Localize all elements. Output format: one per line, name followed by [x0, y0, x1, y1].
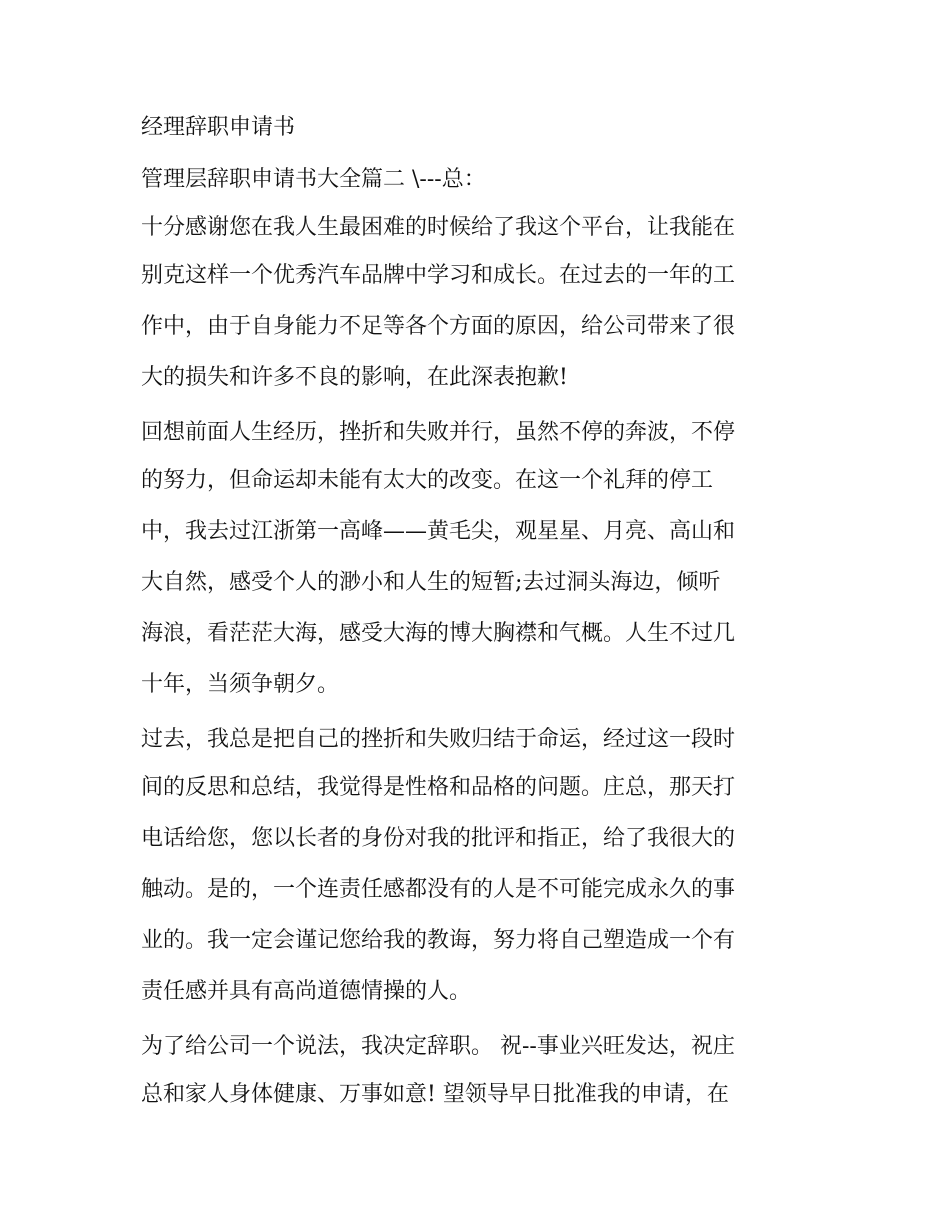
paragraph-line: 为了给公司一个说法，我决定辞职。 祝--事业兴旺发达，祝庄	[141, 1034, 735, 1059]
paragraph-line: 间的反思和总结，我觉得是性格和品格的问题。庄总，那天打	[141, 775, 736, 800]
paragraph-line: 的努力，但命运却未能有太大的改变。在这一个礼拜的停工	[141, 468, 714, 493]
document-body	[141, 110, 821, 1120]
paragraph-line: 责任感并具有高尚道德情操的人。	[141, 979, 472, 1004]
paragraph-line: 十分感谢您在我人生最困难的时候给了我这个平台，让我能在	[141, 215, 736, 240]
paragraph-line: 大自然，感受个人的渺小和人生的短暂;去过洞头海边，倾听	[141, 570, 721, 595]
paragraph	[141, 411, 821, 710]
paragraph-line: 中，我去过江浙第一高峰——黄毛尖，观星星、月亮、高山和	[141, 519, 736, 544]
paragraph-list	[141, 206, 821, 1120]
paragraph	[141, 1025, 821, 1120]
paragraph-line: 别克这样一个优秀汽车品牌中学习和成长。在过去的一年的工	[141, 263, 736, 288]
document-title: 经理辞职申请书	[141, 115, 296, 140]
paragraph-line: 海浪，看茫茫大海，感受大海的博大胸襟和气概。人生不过几	[141, 621, 736, 646]
paragraph-line: 业的。我一定会谨记您给我的教诲，努力将自己塑造成一个有	[141, 928, 736, 953]
paragraph-line: 触动。是的，一个连责任感都没有的人是不可能完成永久的事	[141, 877, 736, 902]
paragraph	[141, 206, 821, 403]
paragraph-line: 回想前面人生经历，挫折和失败并行，虽然不停的奔波，不停	[141, 420, 736, 445]
paragraph-line: 作中，由于自身能力不足等各个方面的原因，给公司带来了很	[141, 314, 736, 339]
paragraph-line: 过去，我总是把自己的挫折和失败归结于命运，经过这一段时	[141, 727, 736, 752]
paragraph-line: 总和家人身体健康、万事如意! 望领导早日批准我的申请，在	[141, 1082, 729, 1107]
paragraph-line: 大的损失和许多不良的影响，在此深表抱歉!	[141, 365, 568, 390]
paragraph-line: 十年，当须争朝夕。	[141, 672, 340, 697]
document-subtitle: 管理层辞职申请书大全篇二 \---总：	[141, 167, 486, 192]
paragraph	[141, 718, 821, 1017]
paragraph-line: 电话给您，您以长者的身份对我的批评和指正，给了我很大的	[141, 826, 736, 851]
